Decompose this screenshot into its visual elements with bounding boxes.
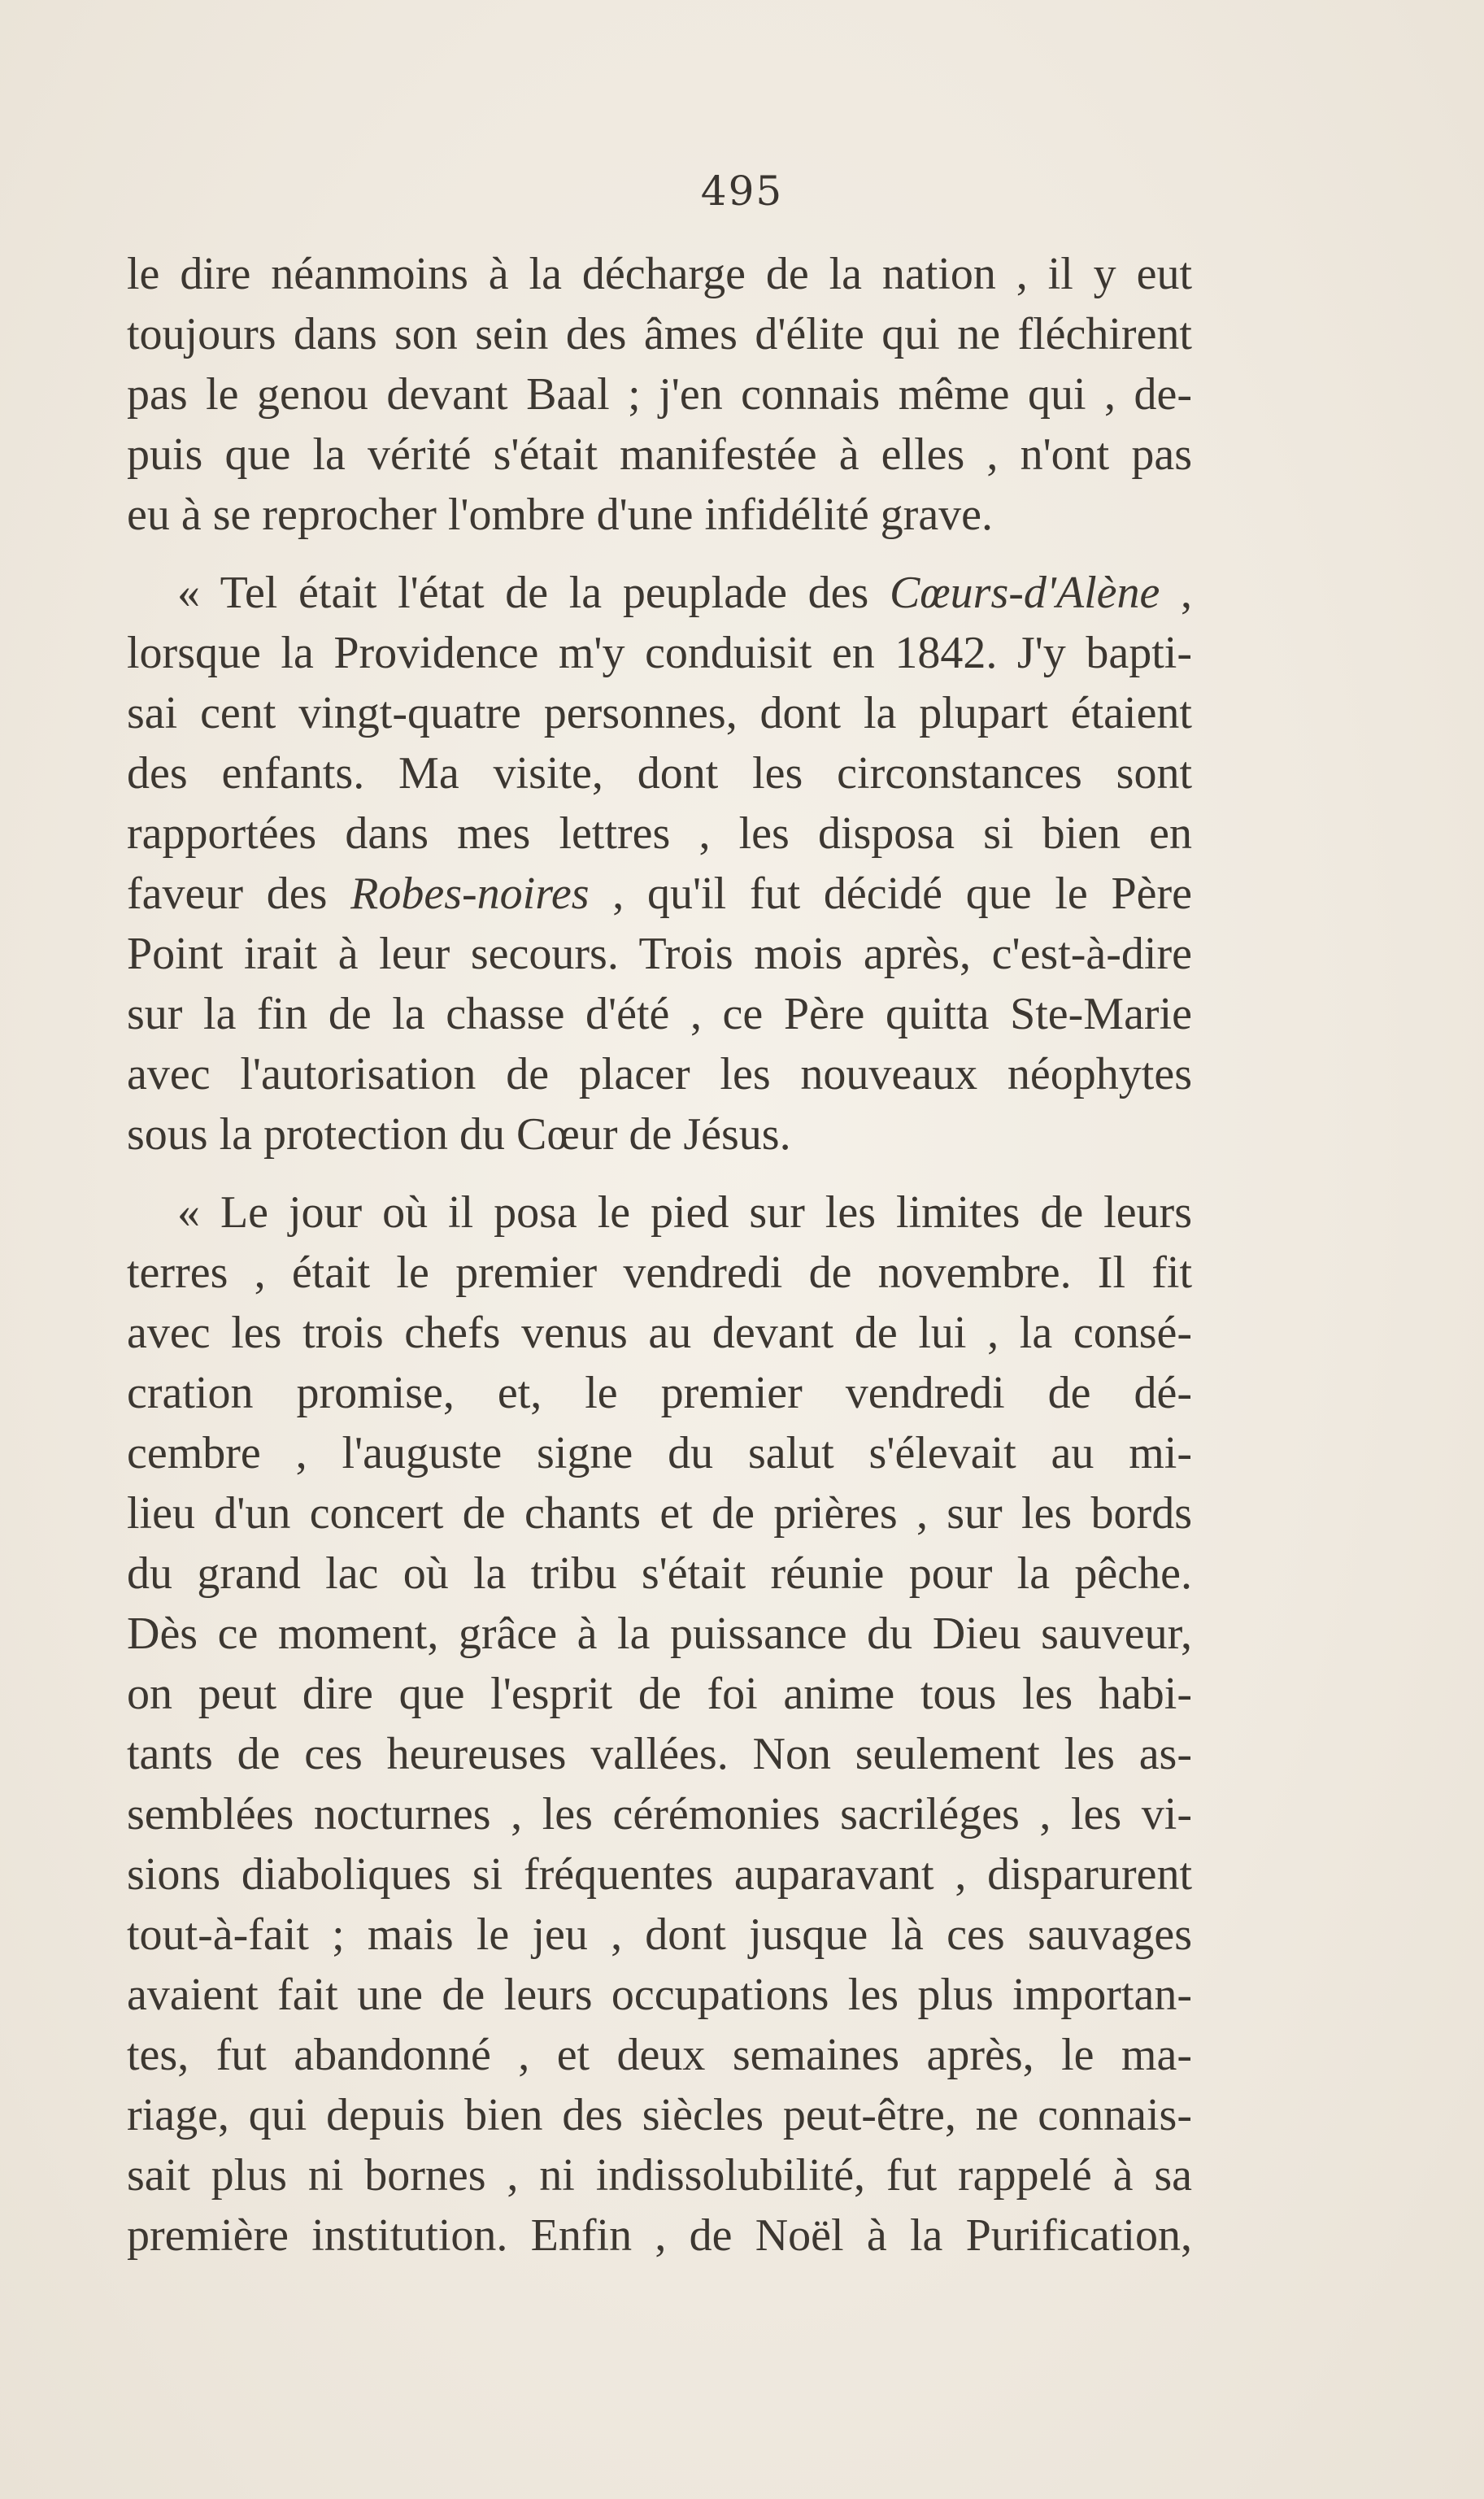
text-line: toujours dans son sein des âmes d'élite qui ne fléchirent [127,309,1192,359]
text-line: avec l'autorisation de placer les nouveaux néophytes [127,1049,1192,1099]
text-line: lorsque la Providence m'y conduisit en 1842. J'y bapti- [127,628,1192,678]
text-line: sous la protection du Cœur de Jésus. [127,1109,791,1160]
page-number: 495 [700,168,784,215]
text-line: lieu d'un concert de chants et de prières , sur les bords [127,1488,1192,1539]
text-segment: , [1160,568,1193,618]
text-line: rapportées dans mes lettres , les disposa si bien en [127,808,1192,859]
text-line: on peut dire que l'esprit de foi anime tous les habi- [127,1669,1192,1719]
text-line: Point irait à leur secours. Trois mois après, c'est-à-dire [127,929,1192,979]
text-segment: , qu'il fut décidé que le Père [589,869,1193,919]
text-line: du grand lac où la tribu s'était réunie pour la pêche. [127,1548,1192,1599]
text-segment: faveur des [127,869,351,919]
text-line: riage, qui depuis bien des siècles peut-être, ne connais- [127,2090,1192,2140]
italic-term: Cœurs-d'Alène [889,568,1160,618]
text-line: tes, fut abandonné , et deux semaines après, le ma- [127,2030,1192,2080]
text-line: avaient fait une de leurs occupations les plus importan- [127,1970,1192,2020]
text-line: avec les trois chefs venus au devant de lui , la consé- [127,1308,1192,1358]
text-line: tants de ces heureuses vallées. Non seulement les as- [127,1729,1192,1779]
text-segment: « Tel était l'état de la peuplade des [177,568,890,618]
text-line: première institution. Enfin , de Noël à la Purification, [127,2210,1192,2261]
text-line: semblées nocturnes , les cérémonies sacriléges , les vi- [127,1789,1192,1839]
text-line: le dire néanmoins à la décharge de la nation , il y eut [127,249,1192,299]
text-line: cembre , l'auguste signe du salut s'élevait au mi- [127,1428,1192,1478]
text-line: eu à se reprocher l'ombre d'une infidélité grave. [127,490,994,540]
text-line: cration promise, et, le premier vendredi de dé- [127,1368,1192,1418]
text-line: des enfants. Ma visite, dont les circonstances sont [127,748,1192,799]
paragraph-1 [127,244,1192,545]
text-line: terres , était le premier vendredi de novembre. Il fit [127,1247,1192,1298]
italic-term: Robes-noires [350,869,590,919]
text-line: « Le jour où il posa le pied sur les limites de leurs [177,1187,1192,1238]
text-line [127,563,1192,623]
paragraph-2 [127,563,1192,1165]
text-line: sait plus ni bornes , ni indissolubilité, fut rappelé à sa [127,2150,1192,2201]
paragraph-3 [127,1182,1192,2266]
text-line: sions diaboliques si fréquentes auparavant , disparurent [127,1849,1192,1900]
text-line [127,864,1192,924]
text-line: pas le genou devant Baal ; j'en connais même qui , de- [127,369,1192,420]
text-line: tout-à-fait ; mais le jeu , dont jusque là ces sauvages [127,1909,1192,1960]
body-text [127,244,1192,2266]
text-line: sur la fin de la chasse d'été , ce Père quitta Ste-Marie [127,989,1192,1039]
text-line: Dès ce moment, grâce à la puissance du Dieu sauveur, [127,1609,1192,1659]
text-line: sai cent vingt-quatre personnes, dont la plupart étaient [127,688,1192,738]
text-line: puis que la vérité s'était manifestée à elles , n'ont pas [127,429,1192,480]
